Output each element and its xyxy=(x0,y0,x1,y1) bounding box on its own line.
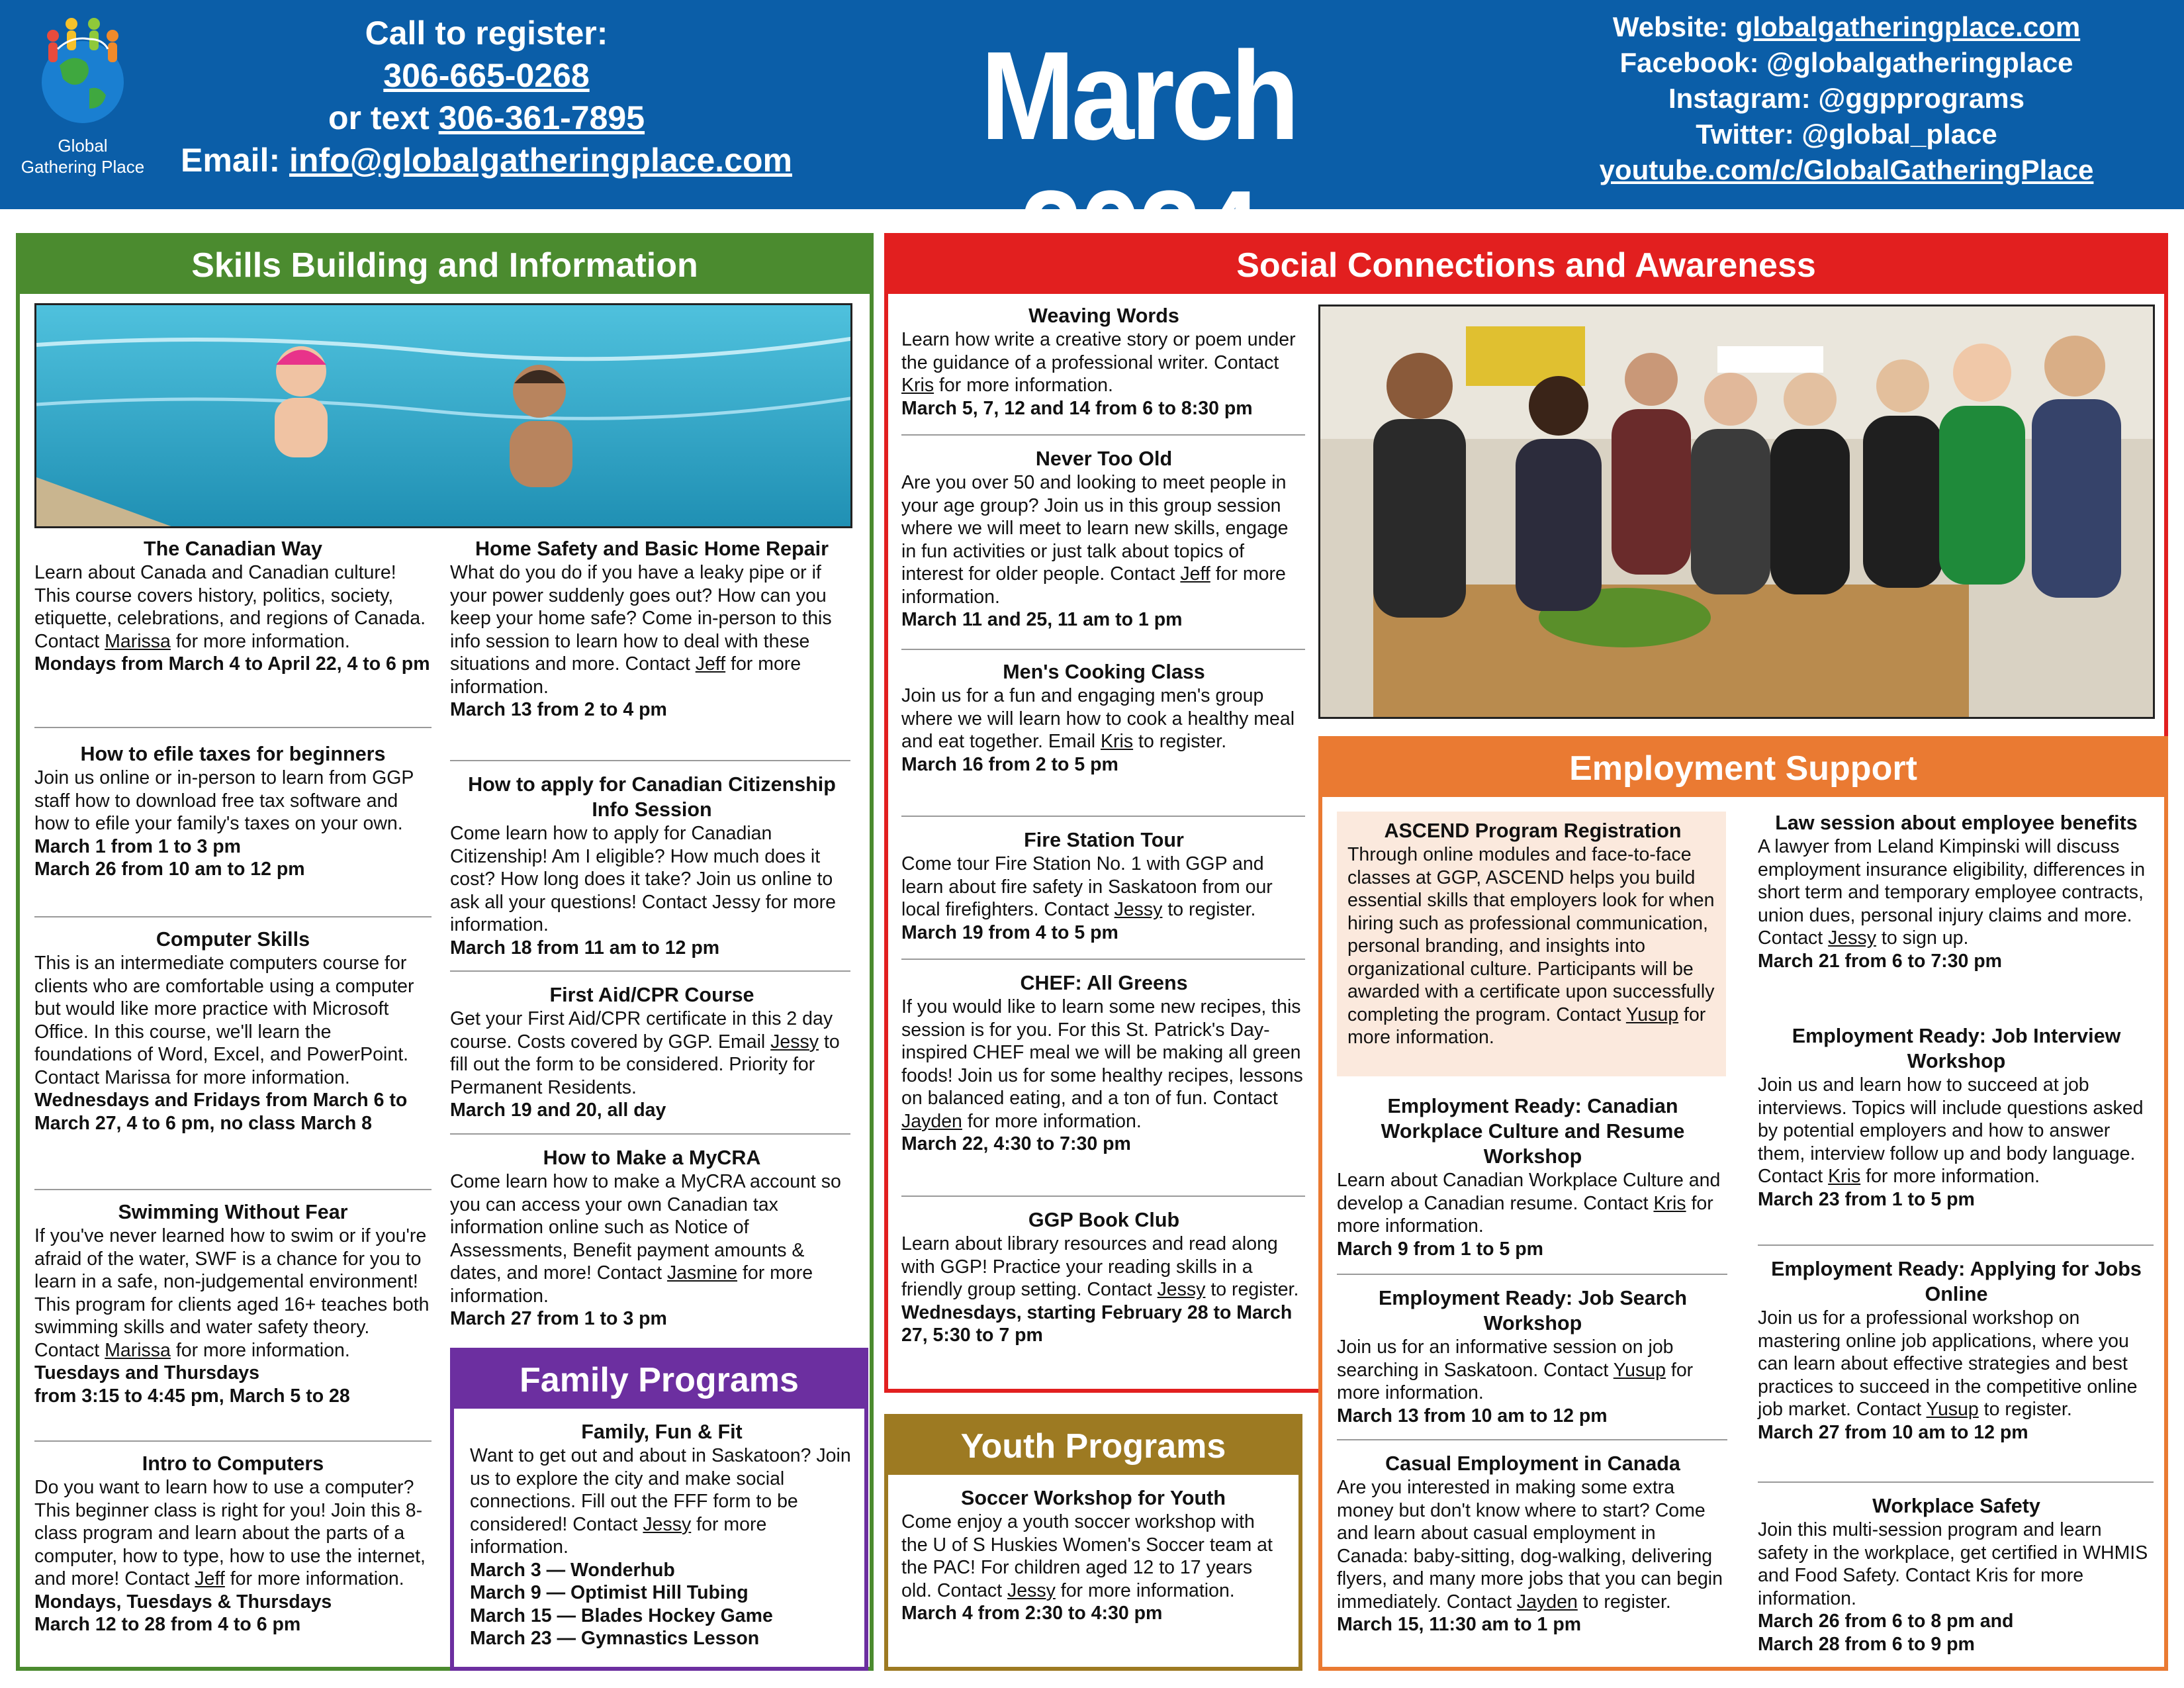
event-desc-end: for more information. xyxy=(1337,1359,1694,1403)
event-desc: Come learn how to make a MyCRA account so you can access your own Canadian tax information online such as Notice of Assessments, Benefit payment amounts & dates, and more! Contact xyxy=(450,1171,841,1284)
event-desc-end: to fill out the form to be considered. Priority for Permanent Residents. xyxy=(450,1031,840,1098)
event-title: Weaving Words xyxy=(1028,305,1179,327)
event-desc: Learn how write a creative story or poem under the guidance of a professional writer. Contact xyxy=(901,329,1296,373)
event-desc: Come enjoy a youth soccer workshop with the U of S Huskies Women's Soccer team at the PAC! For children aged 12 to 17 years old. Contact xyxy=(901,1511,1273,1601)
event-title: Fire Station Tour xyxy=(1024,829,1184,851)
event-desc: Join us and learn how to succeed at job interviews. Topics will include questions asked by potential employers and how to answer them, interview follow up and body language. Contact xyxy=(1758,1074,2144,1187)
event-desc-end: for more information. xyxy=(224,1568,404,1589)
event-title: First Aid/CPR Course xyxy=(549,984,754,1006)
contact-link-jeff[interactable]: Jeff xyxy=(195,1568,225,1589)
event-desc: Join this multi-session program and learn safety in the workplace, get certified in WHMIS and Food Safety. Contact Kris for more information. xyxy=(1758,1519,2148,1609)
event-applying-online xyxy=(1758,1256,2155,1444)
social-links xyxy=(1522,9,2171,188)
event-date-4: March 23 — Gymnastics Lesson xyxy=(470,1628,760,1649)
contact-link-marissa[interactable]: Marissa xyxy=(105,630,171,652)
event-title: Family, Fun & Fit xyxy=(581,1421,743,1443)
contact-link-jessy[interactable]: Jessy xyxy=(770,1031,819,1053)
event-desc: Want to get out and about in Saskatoon? Join us to explore the city and make social connections. Fill out the FFF form to be considered! Contact xyxy=(470,1445,851,1535)
event-time: March 26 from 6 to 8 pm and xyxy=(1758,1611,2014,1632)
event-date-1: March 3 — Wonderhub xyxy=(470,1559,675,1581)
event-time: March 1 from 1 to 3 pm xyxy=(34,835,241,857)
event-swimming xyxy=(34,1199,432,1407)
event-desc: Come learn how to apply for Canadian Citizenship! Am I eligible? How much does it cost? How long does it take? Join us online to ask all your questions! Contact Jessy for more information. xyxy=(450,823,836,935)
ggp-logo xyxy=(20,9,146,195)
contact-link-kris[interactable]: Kris xyxy=(1653,1192,1686,1214)
divider xyxy=(1337,1439,1727,1440)
logo-line-1: Global xyxy=(58,136,108,156)
event-time: March 9 from 1 to 5 pm xyxy=(1337,1238,1543,1260)
event-title: Computer Skills xyxy=(156,928,310,951)
event-time: Mondays, Tuesdays & Thursdays xyxy=(34,1591,332,1613)
event-desc: Learn about Canada and Canadian culture! This course covers history, politics, society, etiquette, celebrations, and regions of Canada. Contact xyxy=(34,562,426,652)
event-time: Tuesdays and Thursdays xyxy=(34,1362,259,1383)
event-desc: Join us for an informative session on job searching in Saskatoon. Contact xyxy=(1337,1336,1674,1381)
divider xyxy=(34,916,432,917)
registration-info xyxy=(159,12,814,181)
employment-heading: Employment Support xyxy=(1322,740,2164,797)
event-desc-end: for more information. xyxy=(170,630,350,652)
event-desc: Do you want to learn how to use a computer? This beginner class is right for you! Join this 8-class program and learn about the parts of a computer, how to type, how to use the internet, and more! Contact xyxy=(34,1477,426,1589)
phone-link-1[interactable]: 306-665-0268 xyxy=(383,57,590,94)
contact-link-jasmine[interactable]: Jasmine xyxy=(666,1262,738,1284)
phone-link-2[interactable]: 306-361-7895 xyxy=(438,99,645,136)
contact-link-kris[interactable]: Kris xyxy=(1101,731,1134,752)
event-desc-end: for more information. xyxy=(450,1262,813,1307)
event-desc-end: for more information. xyxy=(962,1110,1142,1132)
event-chef-greens xyxy=(901,970,1306,1156)
skills-heading: Skills Building and Information xyxy=(20,237,870,294)
event-title: ASCEND Program Registration xyxy=(1384,820,1682,842)
event-family-fun-fit xyxy=(470,1419,854,1650)
divider xyxy=(34,1440,432,1442)
event-title: Employment Ready: Job Interview Workshop xyxy=(1792,1025,2121,1072)
event-desc-end: for more information. xyxy=(1347,1004,1706,1048)
event-desc: This is an intermediate computers course for clients who are comfortable using a computer but would like more practice with Microsoft Office. In this course, we'll learn the foundations of Word, Excel, and PowerPoint. Contact Marissa for more information. xyxy=(34,953,414,1088)
event-desc-end: for more information. xyxy=(901,563,1286,608)
social-heading: Social Connections and Awareness xyxy=(888,237,2164,294)
event-desc: Join us for a professional workshop on mastering online job applications, where you can learn about effective strategies and best practices to succeed in the competitive online job market. Contact xyxy=(1758,1307,2138,1420)
instagram-handle: Instagram: @ggpprograms xyxy=(1668,83,2025,114)
event-first-aid xyxy=(450,982,854,1122)
event-casual-employment xyxy=(1337,1451,1729,1636)
event-desc: Get your First Aid/CPR certificate in this 2 day course. Costs covered by GGP. Email xyxy=(450,1008,833,1053)
event-workplace-safety xyxy=(1758,1493,2155,1656)
event-weaving-words xyxy=(901,303,1306,420)
event-desc: Learn about library resources and read along with GGP! Practice your reading skills in a friendly group setting. Contact xyxy=(901,1233,1278,1300)
event-time: March 15, 11:30 am to 1 pm xyxy=(1337,1614,1582,1635)
event-time: March 19 from 4 to 5 pm xyxy=(901,921,1118,943)
event-efile-taxes xyxy=(34,741,432,881)
event-time: March 16 from 2 to 5 pm xyxy=(901,753,1118,775)
divider xyxy=(34,1189,432,1190)
event-time: March 18 from 11 am to 12 pm xyxy=(450,937,720,959)
event-time: March 13 from 10 am to 12 pm xyxy=(1337,1405,1608,1427)
divider xyxy=(901,649,1305,650)
event-soccer-workshop xyxy=(901,1485,1285,1625)
facebook-handle: Facebook: @globalgatheringplace xyxy=(1619,47,2073,78)
contact-link-kris[interactable]: Kris xyxy=(1828,1166,1861,1187)
event-desc-end: to register. xyxy=(1133,731,1227,752)
event-book-club xyxy=(901,1207,1306,1347)
event-law-session xyxy=(1758,810,2155,972)
contact-link-marissa[interactable]: Marissa xyxy=(105,1339,171,1361)
contact-link-jessy[interactable]: Jessy xyxy=(1007,1579,1056,1601)
event-date-2: March 9 — Optimist Hill Tubing xyxy=(470,1582,749,1603)
divider xyxy=(450,970,850,972)
event-mens-cooking xyxy=(901,659,1306,776)
event-title: GGP Book Club xyxy=(1028,1209,1180,1231)
event-title: The Canadian Way xyxy=(143,538,323,560)
logo-line-2: Gathering Place xyxy=(21,157,145,177)
email-label: Email: xyxy=(181,142,281,179)
event-desc: Through online modules and face-to-face classes at GGP, ASCEND helps you build essential skills that employers look for when hiring such as professional communication, personal branding, and insights into organizational culture. Participants will be awarded with a certificate upon successfully completing the program. Contact xyxy=(1347,844,1715,1025)
event-desc-end: for more information. xyxy=(470,1513,767,1558)
contact-link-kris[interactable]: Kris xyxy=(901,375,934,396)
divider xyxy=(901,816,1305,817)
event-title: Employment Ready: Canadian Workplace Culture and Resume Workshop xyxy=(1381,1095,1685,1168)
event-time: March 13 from 2 to 4 pm xyxy=(450,699,667,720)
event-intro-computers xyxy=(34,1451,432,1636)
event-title: Men's Cooking Class xyxy=(1003,661,1205,683)
event-workplace-culture xyxy=(1337,1094,1729,1260)
event-desc: What do you do if you have a leaky pipe or if your power suddenly goes out? How can you keep your home safe? Come in-person to this info session to learn how to deal with these situations and more. Contact xyxy=(450,562,832,675)
event-time: March 28 from 6 to 9 pm xyxy=(1758,1633,1975,1655)
event-desc-end: for more information. xyxy=(1055,1579,1235,1601)
event-title: Workplace Safety xyxy=(1872,1495,2040,1517)
event-desc: If you would like to learn some new recipes, this session is for you. For this St. Patrick's Day-inspired CHEF meal we will be making all green foods! Join us for some healthy recipes, lessons on balanced eating, and a ton of fun. Contact xyxy=(901,996,1303,1109)
contact-link-jessy[interactable]: Jessy xyxy=(1157,1279,1206,1300)
contact-link-jessy[interactable]: Jessy xyxy=(1114,899,1163,920)
event-title: Casual Employment in Canada xyxy=(1385,1452,1680,1475)
event-time: Wednesdays, starting February 28 to March 27, 5:30 to 7 pm xyxy=(901,1301,1293,1346)
event-desc: If you've never learned how to swim or if you're afraid of the water, SWF is a chance for you to learn in a safe, non-judgemental environment! This program for clients aged 16+ teaches both swimming skills and water safety theory. Contact xyxy=(34,1225,430,1361)
event-desc-end: for more information. xyxy=(1337,1192,1713,1237)
divider xyxy=(901,434,1305,436)
event-time: March 27 from 1 to 3 pm xyxy=(450,1308,667,1329)
event-title: How to efile taxes for beginners xyxy=(80,743,386,765)
event-time: March 22, 4:30 to 7:30 pm xyxy=(901,1133,1131,1154)
event-title: How to Make a MyCRA xyxy=(543,1147,761,1169)
event-title: Soccer Workshop for Youth xyxy=(961,1487,1226,1509)
event-desc: Learn about Canadian Workplace Culture and develop a Canadian resume. Contact xyxy=(1337,1170,1721,1214)
event-title: How to apply for Canadian Citizenship Info Session xyxy=(468,773,836,821)
event-desc-end: for more information. xyxy=(170,1339,350,1361)
event-title: Home Safety and Basic Home Repair xyxy=(475,538,829,560)
cooking-class-photo xyxy=(1318,305,2155,719)
contact-link-jessy[interactable]: Jessy xyxy=(643,1513,692,1535)
event-desc-end: to sign up. xyxy=(1876,927,1969,949)
event-title: Employment Ready: Job Search Workshop xyxy=(1378,1287,1688,1335)
page-title: March xyxy=(980,26,1297,166)
text-label: or text xyxy=(328,99,430,136)
contact-link-yusup[interactable]: Yusup xyxy=(1926,1399,1979,1420)
event-desc-end: to register. xyxy=(1205,1279,1299,1300)
divider xyxy=(34,727,432,728)
swimming-photo xyxy=(34,303,852,528)
event-desc: Join us for a fun and engaging men's group where we will learn how to cook a healthy meal and eat together. Email xyxy=(901,685,1295,752)
contact-link-jessy[interactable]: Jessy xyxy=(1828,927,1876,949)
event-time: March 23 from 1 to 5 pm xyxy=(1758,1188,1975,1210)
event-desc: Join us online or in-person to learn from GGP staff how to download free tax software and how to efile your family's taxes on your own. xyxy=(34,767,414,834)
event-mycra xyxy=(450,1145,854,1331)
event-never-too-old xyxy=(901,446,1306,632)
event-desc-end: to register. xyxy=(1577,1591,1671,1613)
event-time: March 12 to 28 from 4 to 6 pm xyxy=(34,1614,301,1635)
event-time: March 5, 7, 12 and 14 from 6 to 8:30 pm xyxy=(901,397,1253,419)
event-job-search xyxy=(1337,1286,1729,1427)
divider xyxy=(450,1133,850,1135)
event-desc-end: for more information. xyxy=(1860,1166,2040,1187)
youth-heading: Youth Programs xyxy=(888,1418,1298,1475)
event-job-interview xyxy=(1758,1023,2155,1211)
event-desc-end: for more information. xyxy=(450,653,801,698)
contact-link-jayden[interactable]: Jayden xyxy=(901,1110,962,1132)
divider xyxy=(901,1196,1305,1197)
event-time: March 19 and 20, all day xyxy=(450,1100,666,1121)
event-canadian-way xyxy=(34,536,432,676)
event-time: March 11 and 25, 11 am to 1 pm xyxy=(901,609,1183,630)
event-title: Swimming Without Fear xyxy=(118,1201,348,1223)
event-time: March 27 from 10 am to 12 pm xyxy=(1758,1421,2028,1443)
event-time: March 26 from 10 am to 12 pm xyxy=(34,859,305,880)
family-heading: Family Programs xyxy=(454,1352,864,1409)
divider xyxy=(1758,1244,2154,1246)
event-desc: A lawyer from Leland Kimpinski will discuss employment insurance eligibility, differences in short term and temporary employee contracts, union dues, personal injury claims and more. Contact xyxy=(1758,836,2146,949)
youtube-link[interactable]: youtube.com/c/GlobalGatheringPlace xyxy=(1599,154,2094,185)
call-label: Call to register: xyxy=(365,15,608,52)
event-desc: Come tour Fire Station No. 1 with GGP and learn about fire safety in Saskatoon from our local firefighters. Contact xyxy=(901,853,1273,920)
event-title: Law session about employee benefits xyxy=(1775,812,2138,834)
event-time: Wednesdays and Fridays from March 6 to March 27, 4 to 6 pm, no class March 8 xyxy=(34,1090,408,1134)
event-desc-end: to register. xyxy=(1162,899,1256,920)
divider xyxy=(901,959,1305,960)
contact-link-yusup[interactable]: Yusup xyxy=(1625,1004,1679,1025)
event-desc-end: to register. xyxy=(1978,1399,2072,1420)
email-link[interactable]: info@globalgatheringplace.com xyxy=(289,142,792,179)
event-time: March 21 from 6 to 7:30 pm xyxy=(1758,950,2003,972)
event-time: Mondays from March 4 to April 22, 4 to 6 pm xyxy=(34,653,430,675)
event-desc: Are you over 50 and looking to meet people in your age group? Join us in this group session where we will meet to learn new skills, engage in fun activities or just talk about topics of interest for older people. Contact xyxy=(901,472,1289,585)
page-header xyxy=(0,0,2184,209)
event-date-3: March 15 — Blades Hockey Game xyxy=(470,1605,773,1626)
event-citizenship xyxy=(450,772,854,959)
website-link[interactable]: globalgatheringplace.com xyxy=(1735,11,2081,42)
divider xyxy=(450,760,850,761)
event-fire-station xyxy=(901,827,1306,944)
event-home-safety xyxy=(450,536,854,722)
contact-link-yusup[interactable]: Yusup xyxy=(1613,1359,1666,1381)
divider xyxy=(1758,1481,2154,1483)
event-ascend xyxy=(1347,818,1718,1049)
twitter-handle: Twitter: @global_place xyxy=(1696,118,1997,150)
divider xyxy=(1337,1274,1727,1275)
event-desc-end: for more information. xyxy=(934,375,1113,396)
event-computer-skills xyxy=(34,927,432,1135)
event-time: from 3:15 to 4:45 pm, March 5 to 28 xyxy=(34,1385,350,1407)
contact-link-jayden[interactable]: Jayden xyxy=(1516,1591,1578,1613)
event-desc: Are you interested in making some extra money but don't know where to start? Come and learn about casual employment in Canada: baby-sitting, dog-walking, delivering flyers, and many more jobs that you can begin immediately. Contact xyxy=(1337,1477,1723,1613)
contact-link-jeff[interactable]: Jeff xyxy=(695,653,726,675)
event-time: March 4 from 2:30 to 4:30 pm xyxy=(901,1603,1163,1624)
globe-people-icon xyxy=(33,9,132,135)
event-title: CHEF: All Greens xyxy=(1020,972,1188,994)
event-title: Never Too Old xyxy=(1035,447,1173,470)
website-label: Website: xyxy=(1612,11,1729,42)
event-title: Employment Ready: Applying for Jobs Online xyxy=(1771,1258,2142,1305)
event-title: Intro to Computers xyxy=(142,1452,324,1475)
contact-link-jeff[interactable]: Jeff xyxy=(1180,563,1210,585)
